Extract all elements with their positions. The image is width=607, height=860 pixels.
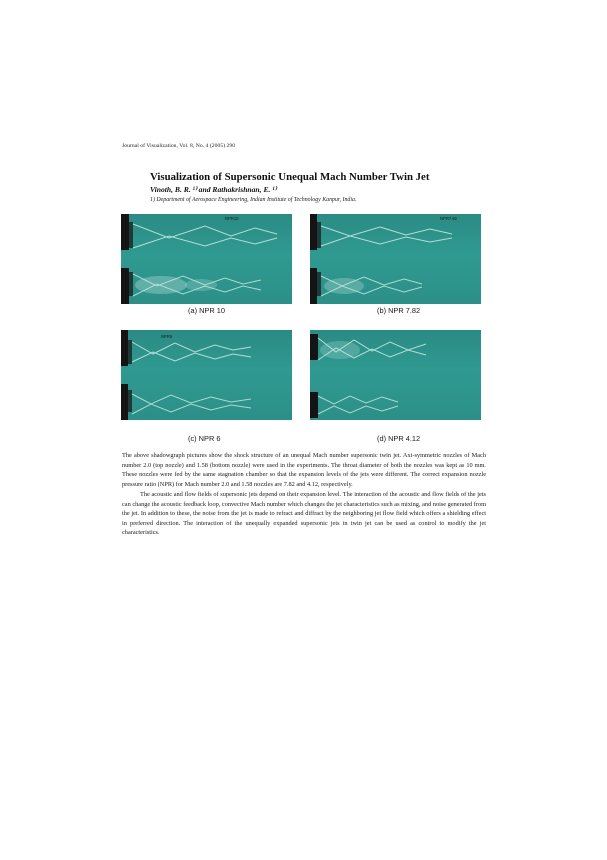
body-text [122,451,486,538]
panel-stamp-c: NPR6 [161,334,173,339]
figure-panel-a [121,214,292,304]
figure-panel-d [310,330,481,420]
article-affiliation: 1) Department of Aerospace Engineering, Indian Institute of Technology Kanpur, India. [150,197,357,203]
figure-panel-b [310,214,481,304]
figure-caption-d: (d) NPR 4.12 [377,434,421,443]
figure-caption-a: (a) NPR 10 [188,306,225,315]
article-authors: Vinoth, B. R. ¹⁾ and Rathakrishnan, E. ¹⁾ [150,185,277,194]
figure-caption-c: (c) NPR 6 [188,434,221,443]
figure-caption-b: (b) NPR 7.82 [377,306,421,315]
body-paragraph-1: The above shadowgraph pictures show the shock structure of an unequal Mach number supersonic twin jet. Axi-symmetric nozzles of Mach number 2.0 (top nozzle) and 1.58 (bottom nozzle) were used in the experiments. The throat diameter of both the nozzles was kept as 10 mm. These nozzles were fed by the same stagnation chamber so that the expansion levels of the jets were different. The correct expansion nozzle pressure ratio (NPR) for Mach number 2.0 and 1.58 nozzles are 7.82 and 4.12, respectively. [122,452,486,488]
figure-panel-c [121,330,292,420]
body-paragraph-2: The acoustic and flow fields of supersonic jets depend on their expansion level. The interaction of the acoustic and flow fields of the jets can change the acoustic feedback loop, convective Mach number which changes the jet characteristics such as mixing, and noise generated from the jet. In addition to these, the noise from the jet is made to refract and diffract by the neighboring jet flow field which offers a shielding effect in preferred direction. The interaction of the unequally expanded supersonic jets in twin jet can be used as control to modify the jet characteristics. [122,491,486,536]
shadowgraph-c [121,330,292,420]
panel-stamp-b: NPR7.82 [440,216,457,221]
journal-header: Journal of Visualization, Vol. 8, No. 4 (2005) 290 [122,143,236,149]
shadowgraph-a [121,214,292,304]
article-title: Visualization of Supersonic Unequal Mach Number Twin Jet [150,171,430,183]
panel-stamp-a: NPR10 [225,216,239,221]
shadowgraph-d [310,330,481,420]
shadowgraph-b [310,214,481,304]
